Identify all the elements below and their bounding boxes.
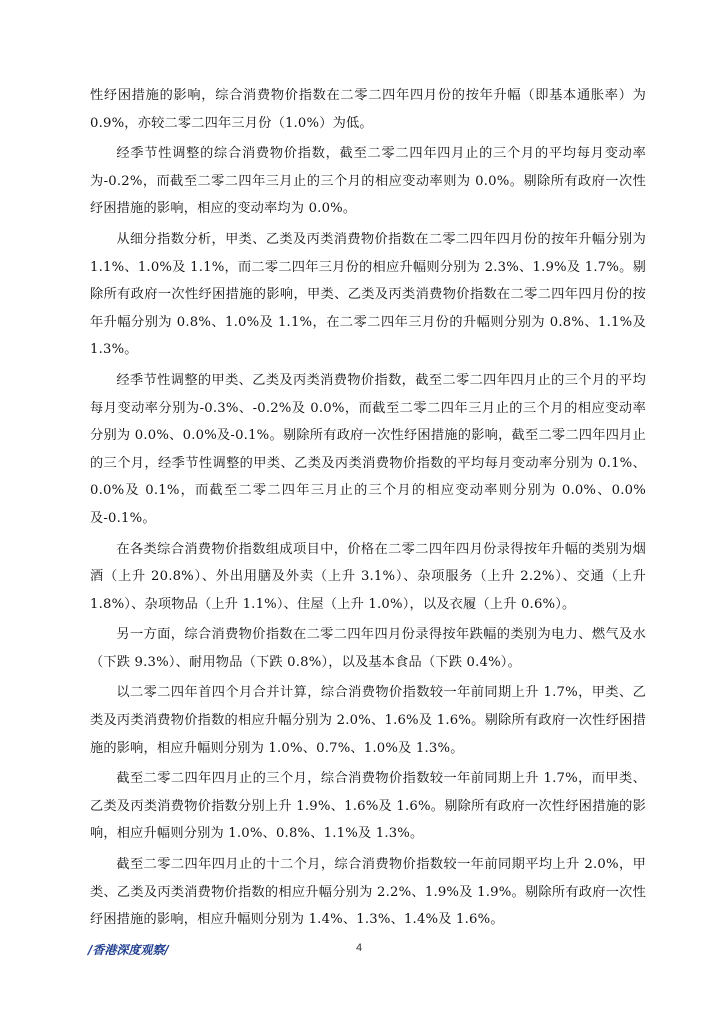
paragraph-sub-index-seasonal: 经季节性调整的甲类、乙类及丙类消费物价指数，截至二零二四年四月止的三个月的平均每月变动率分别为-0.3%、-0.2%及 0.0%，而截至二零二四年三月止的三个月的相应变动率分别为 0.0%、0.0%及-0.1%。剔除所有政府一次性纾困措施的影响，截至二零二四年四月止的三个月，经季节性调整的甲类、乙类及丙类消费物价指数的平均每月变动率分别为 0.1%、0.0%及 0.1%，而截至二零二四年三月止的三个月的相应变动率则分别为 0.0%、0.0%及-0.1%。 (90, 372, 646, 526)
paragraph-first-four-months: 以二零二四年首四个月合并计算，综合消费物价指数较一年前同期上升 1.7%，甲类、乙类及丙类消费物价指数的相应升幅分别为 2.0%、1.6%及 1.6%。剔除所有政府一次性纾困措施的影响，相应升幅则分别为 1.0%、0.7%、1.0%及 1.3%。 (90, 685, 646, 756)
paragraph-twelve-months: 截至二零二四年四月止的十二个月，综合消费物价指数较一年前同期平均上升 2.0%，甲类、乙类及丙类消费物价指数的相应升幅分别为 2.2%、1.9%及 1.9%。剔除所有政府一次性纾困措施的影响，相应升幅则分别为 1.4%、1.3%、1.4%及 1.6%。 (90, 857, 646, 928)
paragraph-sub-index-analysis: 从细分指数分析，甲类、乙类及丙类消费物价指数在二零二四年四月份的按年升幅分别为 1.1%、1.0%及 1.1%，而二零二四年三月份的相应升幅则分别为 2.3%、1.9%及 1.7%。剔除所有政府一次性纾困措施的影响，甲类、乙类及丙类消费物价指数在二零二四年四月份的按年升幅分别为 0.8%、1.0%及 1.1%，在二零二四年三月份的升幅则分别为 0.8%、1.1%及 1.3%。 (90, 231, 646, 358)
paragraph-increases: 在各类综合消费物价指数组成项目中，价格在二零二四年四月份录得按年升幅的类别为烟酒（上升 20.8%）、外出用膳及外卖（上升 3.1%）、杂项服务（上升 2.2%）、交通（上升 1.8%）、杂项物品（上升 1.1%）、住屋（上升 1.0%），以及衣履（上升 0.6%）。 (90, 541, 646, 612)
document-body (90, 82, 646, 937)
page-number: 4 (356, 942, 363, 954)
paragraph-three-months: 截至二零二四年四月止的三个月，综合消费物价指数较一年前同期上升 1.7%，而甲类、乙类及丙类消费物价指数分别上升 1.9%、1.6%及 1.6%。剔除所有政府一次性纾困措施的影响，相应升幅则分别为 1.0%、0.8%、1.1%及 1.3%。 (90, 771, 646, 842)
paragraph-seasonal-adjusted: 经季节性调整的综合消费物价指数，截至二零二四年四月止的三个月的平均每月变动率为-0.2%，而截至二零二四年三月止的三个月的相应变动率则为 0.0%。剔除所有政府一次性纾困措施的影响，相应的变动率均为 0.0%。 (90, 146, 646, 217)
footer-source-label: /香港深度观察/ (88, 943, 169, 957)
paragraph-continuation: 性纾困措施的影响，综合消费物价指数在二零二四年四月份的按年升幅（即基本通胀率）为 0.9%，亦较二零二四年三月份（1.0%）为低。 (90, 88, 646, 131)
paragraph-decreases: 另一方面，综合消费物价指数在二零二四年四月份录得按年跌幅的类别为电力、燃气及水（下跌 9.3%）、耐用物品（下跌 0.8%），以及基本食品（下跌 0.4%）。 (90, 627, 646, 670)
